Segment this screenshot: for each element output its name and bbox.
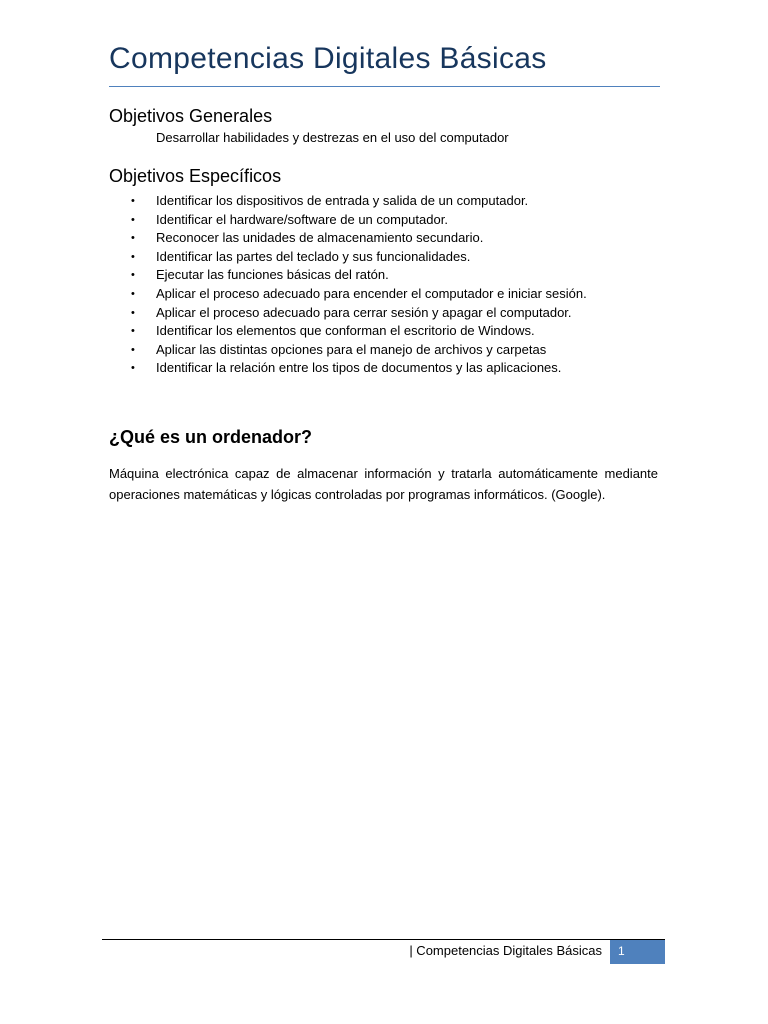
page-number-box	[610, 940, 665, 964]
bullet-icon: •	[131, 343, 135, 356]
objetivos-generales-heading: Objetivos Generales	[109, 106, 273, 126]
page-number: 1	[618, 944, 625, 958]
bullet-icon: •	[131, 269, 135, 282]
list-item-text: Aplicar el proceso adecuado para cerrar sesión y apagar el computador.	[156, 304, 572, 320]
ordenador-definition: Máquina electrónica capaz de almacenar información y tratarla automáticamente mediante operaciones matemáticas y lógicas controladas por programas informáticos. (Google).	[109, 466, 658, 502]
list-item	[131, 266, 587, 285]
list-item-text: Aplicar las distintas opciones para el manejo de archivos y carpetas	[156, 341, 547, 357]
list-item	[131, 211, 587, 230]
title-underline	[109, 86, 660, 87]
list-item-text: Identificar las partes del teclado y sus funcionalidades.	[156, 248, 471, 264]
list-item-text: Identificar los dispositivos de entrada y salida de un computador.	[156, 193, 529, 208]
bullet-icon: •	[131, 362, 135, 375]
objetivos-generales-text: Desarrollar habilidades y destrezas en el uso del computador	[156, 130, 509, 145]
bullet-icon: •	[131, 325, 135, 338]
list-item	[131, 248, 587, 267]
bullet-icon: •	[131, 287, 135, 300]
objetivos-especificos-heading: Objetivos Específicos	[109, 166, 282, 186]
bullet-icon: •	[131, 195, 135, 207]
footer-rule	[102, 939, 665, 940]
list-item-text: Reconocer las unidades de almacenamiento secundario.	[156, 230, 484, 246]
list-item-text: Identificar el hardware/software de un computador.	[156, 211, 448, 227]
bullet-icon: •	[131, 306, 135, 319]
list-item-text: Aplicar el proceso adecuado para encender el computador e iniciar sesión.	[156, 285, 587, 301]
document-title: Competencias Digitales Básicas	[109, 42, 547, 75]
footer-label: | Competencias Digitales Básicas	[409, 943, 602, 958]
list-item-text: Identificar los elementos que conforman el escritorio de Windows.	[156, 323, 535, 339]
list-item	[131, 359, 587, 378]
objetivos-especificos-list	[131, 192, 587, 378]
list-item	[131, 304, 587, 323]
list-item	[131, 322, 587, 341]
bullet-icon: •	[131, 250, 135, 263]
list-item	[131, 341, 587, 360]
bullet-icon: •	[131, 213, 135, 226]
bullet-icon: •	[131, 232, 135, 245]
list-item	[131, 285, 587, 304]
ordenador-heading: ¿Qué es un ordenador?	[109, 427, 313, 447]
list-item	[131, 229, 587, 248]
list-item	[131, 192, 587, 211]
list-item-text: Identificar la relación entre los tipos de documentos y las aplicaciones.	[156, 360, 562, 376]
list-item-text: Ejecutar las funciones básicas del ratón.	[156, 267, 389, 283]
